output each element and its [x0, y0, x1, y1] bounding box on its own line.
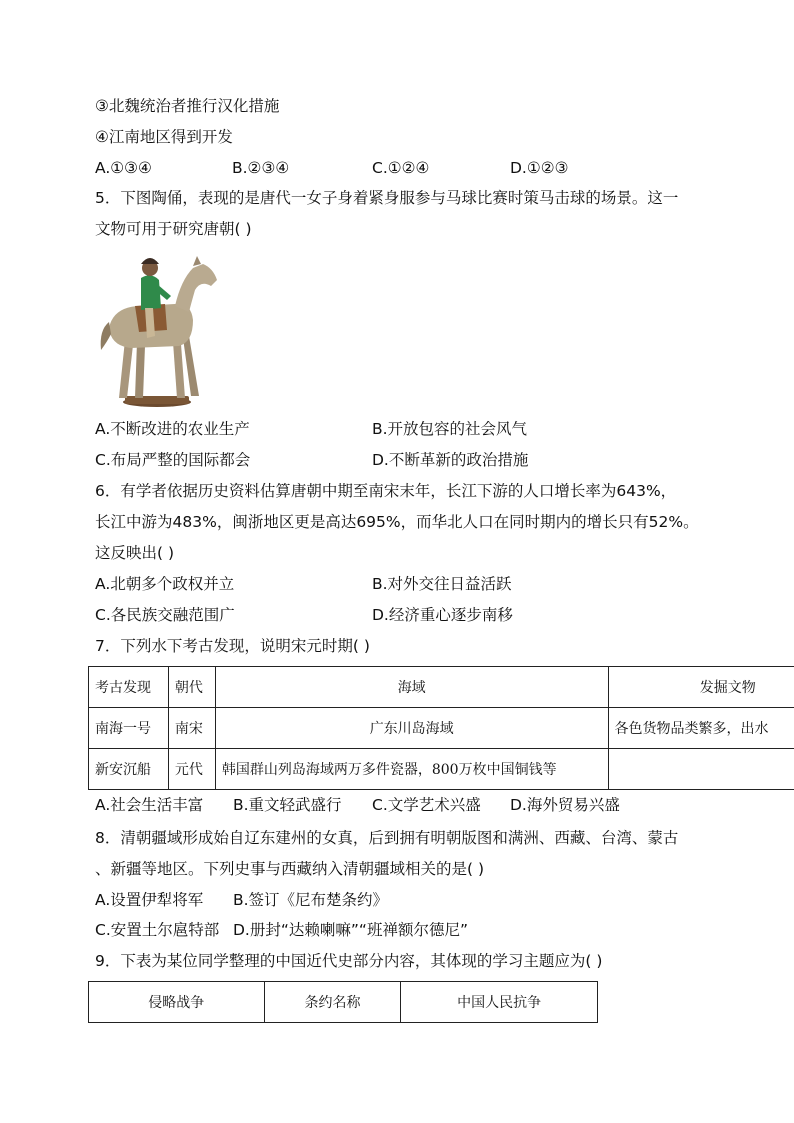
q7-cell — [608, 749, 794, 790]
q7-cell: 新安沉船 — [89, 749, 169, 790]
q6-stem-line3: 这反映出( ) — [95, 544, 175, 562]
q6-option-d: D.经济重心逐步南移 — [372, 606, 513, 624]
q7-stem: 7．下列水下考古发现，说明宋元时期( ) — [95, 637, 370, 655]
q4-option-b: B.②③④ — [232, 159, 290, 177]
q6-option-b: B.对外交往日益活跃 — [372, 575, 512, 593]
q8-stem-line2: 、新疆等地区。下列史事与西藏纳入清朝疆域相关的是( ) — [95, 860, 485, 878]
q5-option-c: C.布局严整的国际都会 — [95, 451, 251, 469]
q7-option-a: A.社会生活丰富 — [95, 796, 204, 814]
q4-item-3: ③北魏统治者推行汉化措施 — [95, 97, 280, 115]
q8-option-a: A.设置伊犁将军 — [95, 891, 204, 909]
q8-option-d: D.册封“达赖喇嘛”“班禅额尔德尼” — [233, 921, 468, 939]
q5-option-d: D.不断革新的政治措施 — [372, 451, 529, 469]
q7-cell: 广东川岛海域 — [215, 708, 608, 749]
table-header-row — [89, 667, 794, 708]
q6-option-a: A.北朝多个政权并立 — [95, 575, 235, 593]
q8-option-b: B.签订《尼布楚条约》 — [233, 891, 389, 909]
q6-stem-line1: 6．有学者依据历史资料估算唐朝中期至南宋末年，长江下游的人口增长率为643%， — [95, 482, 677, 500]
q6-option-c: C.各民族交融范围广 — [95, 606, 235, 624]
q9-header-war: 侵略战争 — [89, 982, 265, 1023]
q9-header-treaty: 条约名称 — [264, 982, 401, 1023]
q7-header-discovery: 考古发现 — [89, 667, 169, 708]
q7-cell: 各色货物品类繁多，出水 — [608, 708, 794, 749]
q9-stem: 9．下表为某位同学整理的中国近代史部分内容，其体现的学习主题应为( ) — [95, 952, 603, 970]
q5-option-b: B.开放包容的社会风气 — [372, 420, 528, 438]
q6-stem-line2: 长江中游为483%，闽浙地区更是高达695%，而华北人口在同时期内的增长只有52%。 — [95, 513, 699, 531]
q7-option-b: B.重文轻武盛行 — [233, 796, 342, 814]
q5-stem-line1: 5．下图陶俑，表现的是唐代一女子身着紧身服参与马球比赛时策马击球的场景。这一 — [95, 189, 679, 207]
q8-stem-line1: 8．清朝疆域形成始自辽东建州的女真，后到拥有明朝版图和满洲、西藏、台湾、蒙古 — [95, 829, 679, 847]
q5-option-a: A.不断改进的农业生产 — [95, 420, 250, 438]
q7-table — [88, 666, 794, 790]
q4-option-d: D.①②③ — [510, 159, 569, 177]
q5-stem-line2: 文物可用于研究唐朝( ) — [95, 220, 252, 238]
q7-option-d: D.海外贸易兴盛 — [510, 796, 620, 814]
q7-cell: 南宋 — [168, 708, 215, 749]
q7-cell: 南海一号 — [89, 708, 169, 749]
q7-cell: 元代 — [168, 749, 215, 790]
tang-pottery-polo-rider-image — [95, 250, 220, 410]
q9-table — [88, 981, 598, 1023]
table-row — [89, 749, 794, 790]
q7-header-artifacts: 发掘文物 — [608, 667, 794, 708]
table-row — [89, 708, 794, 749]
q4-option-a: A.①③④ — [95, 159, 152, 177]
q7-table-clip — [88, 666, 794, 794]
table-header-row — [89, 982, 598, 1023]
q9-header-resistance: 中国人民抗争 — [401, 982, 598, 1023]
q7-header-dynasty: 朝代 — [168, 667, 215, 708]
q7-option-c: C.文学艺术兴盛 — [372, 796, 481, 814]
q4-item-4: ④江南地区得到开发 — [95, 128, 233, 146]
q7-cell: 韩国群山列岛海域两万多件瓷器，800万枚中国铜钱等 — [215, 749, 608, 790]
q7-header-sea-area: 海域 — [215, 667, 608, 708]
q8-option-c: C.安置土尔扈特部 — [95, 921, 220, 939]
q4-option-c: C.①②④ — [372, 159, 430, 177]
